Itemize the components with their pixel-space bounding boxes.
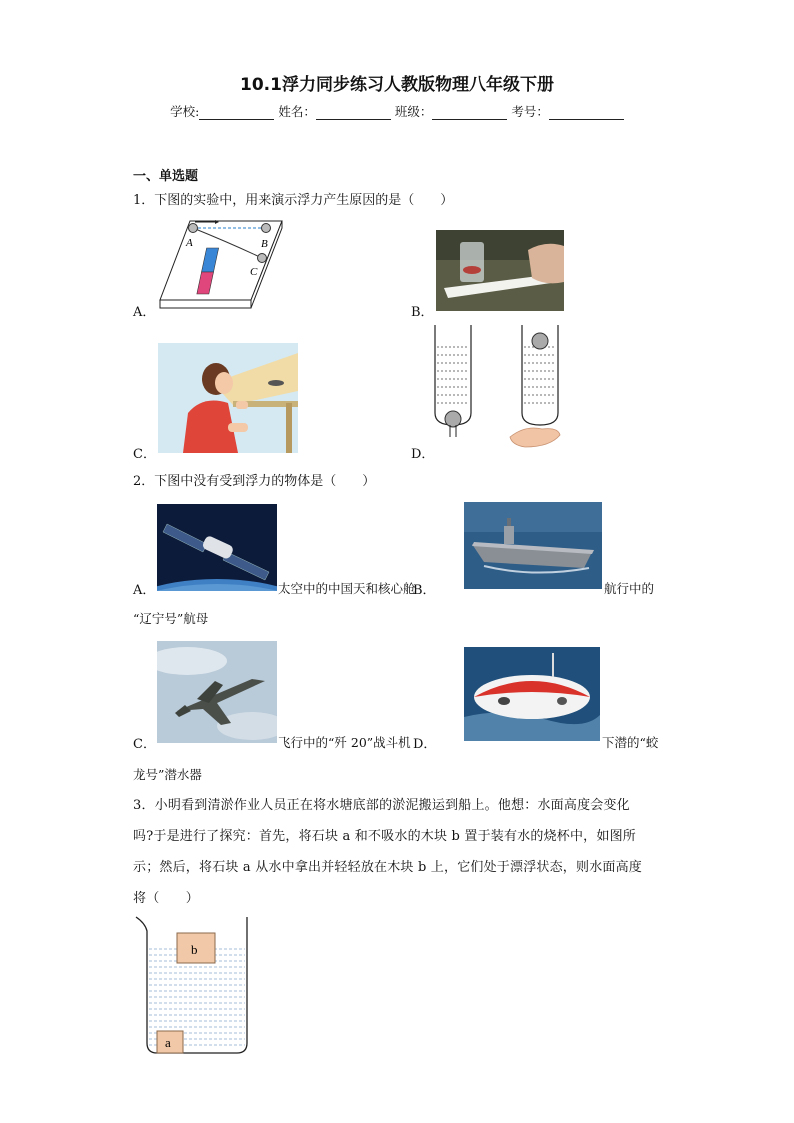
q2-option-d-caption-cont: 龙号”潜水器	[133, 767, 202, 782]
q2-option-d-caption: 下潜的“蛟	[602, 735, 659, 750]
school-blank[interactable]	[199, 105, 274, 120]
q1-figure-a-board	[155, 218, 285, 314]
page-title: 10.1浮力同步练习人教版物理八年级下册	[240, 75, 554, 95]
class-blank[interactable]	[432, 105, 507, 120]
q2-option-a-caption: 太空中的中国天和核心舱	[278, 581, 416, 596]
q2-option-c[interactable]: C．	[133, 737, 156, 752]
label-B: B	[261, 238, 268, 250]
number-label: 考号：	[511, 104, 549, 119]
block-b-label: b	[191, 942, 198, 957]
question-3-line: 示；然后，将石块 a 从水中拿出并轻轻放在木块 b 上，它们处于漂浮状态，则水面高度	[133, 860, 643, 875]
question-3-line: 将（ ）	[133, 891, 200, 906]
q2-photo-b-carrier	[464, 502, 602, 589]
q2-option-a[interactable]: A．	[133, 583, 156, 598]
q2-photo-c-fighter	[157, 641, 277, 743]
label-C: C	[250, 266, 258, 278]
q3-figure-beaker	[133, 913, 258, 1058]
q1-option-c[interactable]: C．	[133, 447, 156, 462]
q1-option-b[interactable]: B．	[411, 305, 434, 320]
question-3-line: 3．小明看到清淤作业人员正在将水塘底部的淤泥搬运到船上。他想：水面高度会变化	[133, 798, 630, 813]
number-blank[interactable]	[549, 105, 624, 120]
label-A: A	[186, 237, 193, 249]
q2-photo-a-space-station	[157, 504, 277, 591]
q2-photo-d-drawing	[464, 647, 600, 741]
q2-photo-d-submersible	[464, 647, 600, 741]
question-3-text	[133, 790, 663, 914]
q2-photo-a-drawing	[157, 504, 277, 591]
section-heading: 一、单选题	[133, 169, 199, 184]
block-a-label: a	[165, 1035, 171, 1050]
question-3-line: 吗?于是进行了探究：首先，将石块 a 和不吸水的木块 b 置于装有水的烧杯中，如图所	[133, 829, 636, 844]
q2-option-b[interactable]: B．	[413, 583, 436, 598]
question-1-stem: 1．下图的实验中，用来演示浮力产生原因的是（ ）	[133, 193, 454, 208]
student-info-line	[0, 102, 794, 120]
name-label: 姓名：	[278, 104, 316, 119]
q1-option-d[interactable]: D．	[411, 447, 435, 462]
q2-photo-b-drawing	[464, 502, 602, 589]
q1-figure-b-photo	[436, 230, 564, 311]
class-label: 班级：	[394, 104, 433, 119]
question-2-stem: 2．下图中没有受到浮力的物体是（ ）	[133, 474, 376, 489]
q2-option-d[interactable]: D．	[413, 737, 437, 752]
q2-option-b-caption: 航行中的	[604, 581, 655, 596]
q2-option-b-caption-cont: “辽宁号”航母	[133, 611, 209, 626]
q1-option-a[interactable]: A．	[133, 305, 156, 320]
q1-figure-b-drawing	[436, 230, 564, 311]
q2-option-c-caption: 飞行中的“歼 20”战斗机	[278, 735, 411, 750]
name-blank[interactable]	[316, 105, 391, 120]
q1-figure-c-drawing	[158, 343, 298, 453]
q1-figure-c-illustration	[158, 343, 298, 453]
school-label: 学校:	[170, 104, 200, 119]
q1-figure-d-tubes	[430, 325, 570, 450]
q2-photo-c-drawing	[157, 641, 277, 743]
